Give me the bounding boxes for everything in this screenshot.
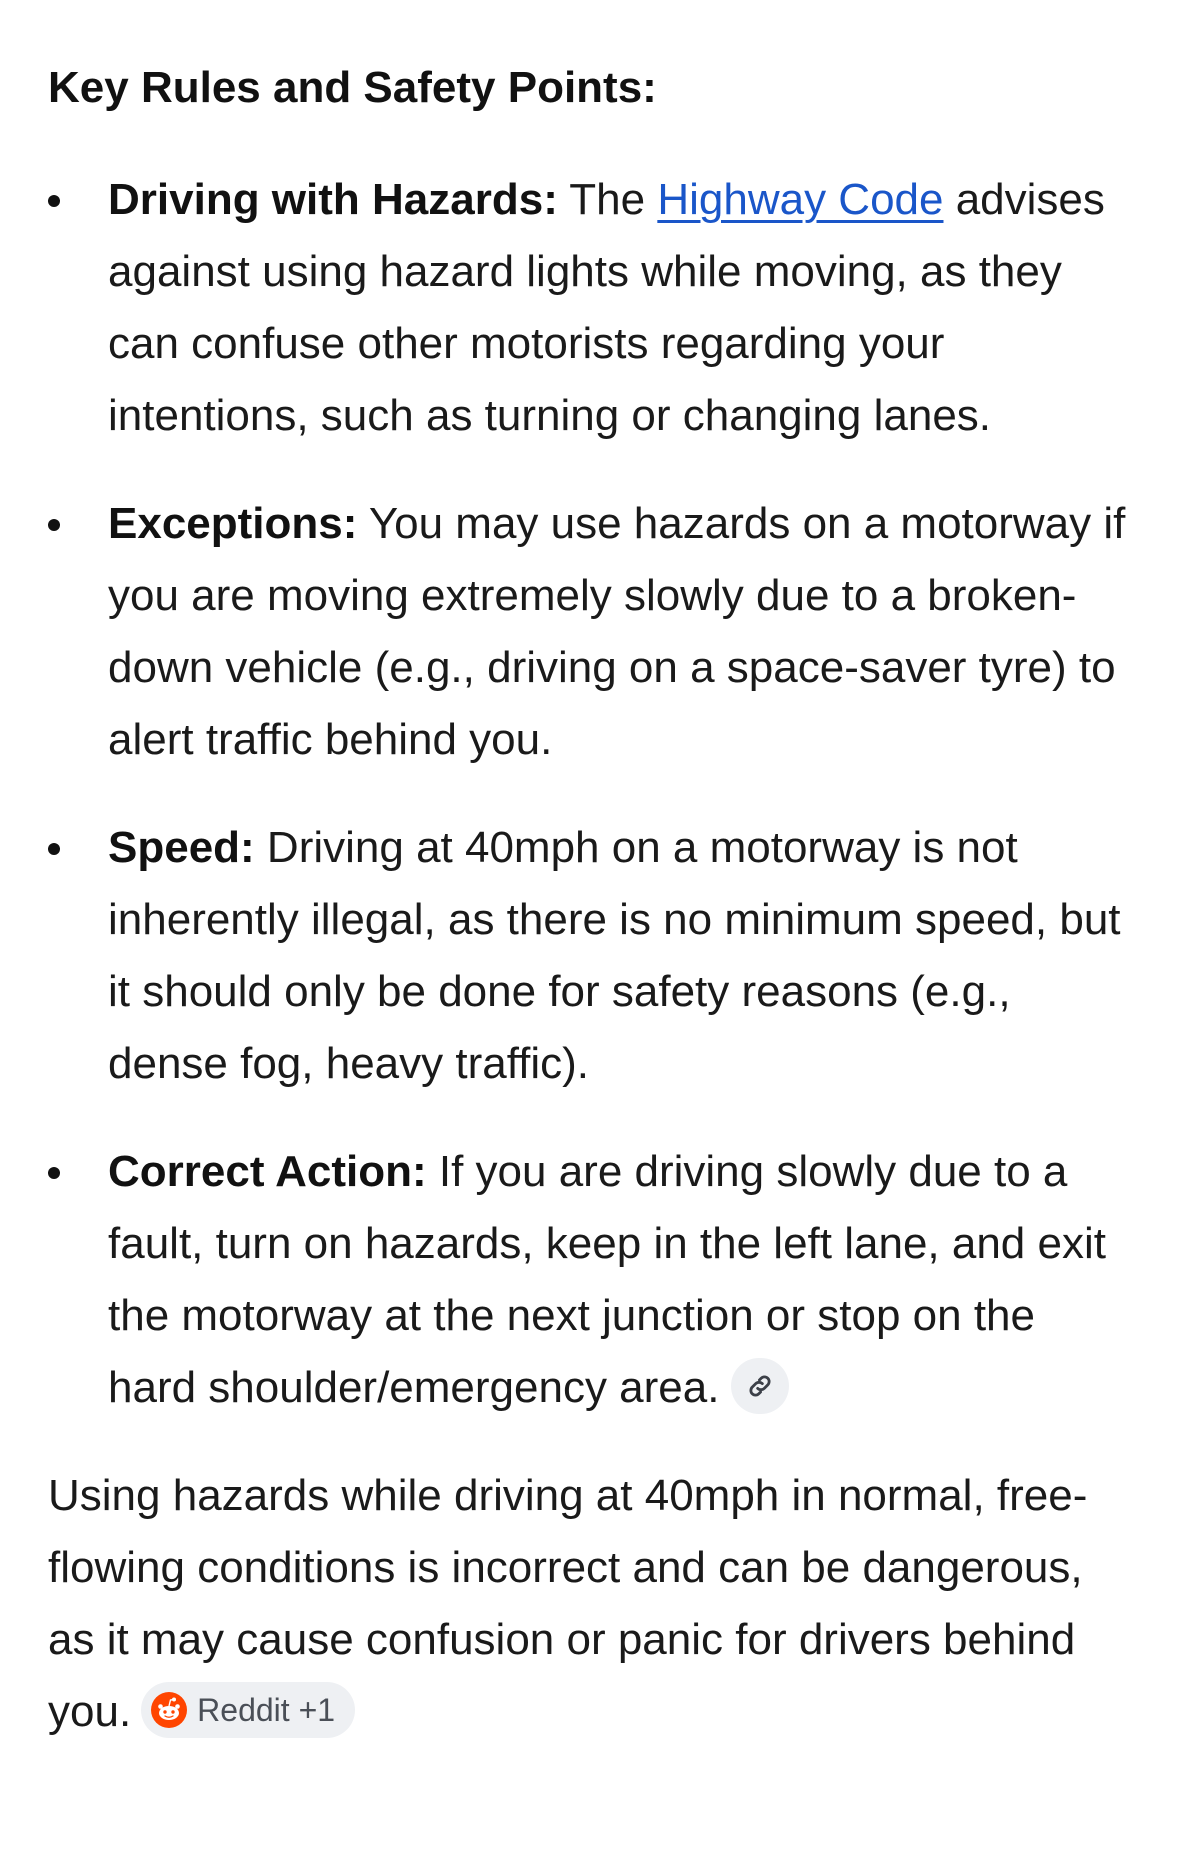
section-heading: Key Rules and Safety Points: [48, 63, 657, 112]
point-label: Correct Action: [108, 1147, 427, 1196]
list-item-correct-action [48, 1136, 1131, 1424]
bullet-icon [48, 519, 60, 531]
link-icon [746, 1372, 774, 1400]
source-chip-reddit[interactable] [141, 1682, 355, 1738]
point-text: If you are driving slowly due to a fault, turn on hazards, keep in the left lane, and exit the motorway at the next junction or stop on the hard shoulder/emergency area. [108, 1147, 1106, 1412]
list-item-speed [48, 812, 1131, 1100]
point-label: Speed: [108, 823, 255, 872]
summary-paragraph [48, 1460, 1131, 1748]
source-chip-label: Reddit +1 [197, 1692, 336, 1729]
list-item-driving-with-hazards [48, 164, 1131, 452]
list-item-exceptions [48, 488, 1131, 776]
bullet-icon [48, 195, 60, 207]
point-text: advises against using hazard lights while moving, as they can confuse other motorists regarding your intentions, such as turning or changing lanes. [108, 175, 1105, 440]
bullet-icon [48, 1167, 60, 1179]
point-label: Exceptions: [108, 499, 358, 548]
summary-text: Using hazards while driving at 40mph in normal, free-flowing conditions is incorrect and can be dangerous, as it may cause confusion or panic for drivers behind you. [48, 1471, 1088, 1736]
highway-code-link[interactable]: Highway Code [657, 175, 944, 224]
point-text: Driving at 40mph on a motorway is not inherently illegal, as there is no minimum speed, but it should only be done for safety reasons (e.g., dense fog, heavy traffic). [108, 823, 1121, 1088]
source-link-button[interactable] [731, 1358, 789, 1414]
point-text: The [557, 175, 658, 224]
point-text: You may use hazards on a motorway if you are moving extremely slowly due to a broken-down vehicle (e.g., driving on a space-saver tyre) to alert traffic behind you. [108, 499, 1126, 764]
key-points-list [48, 164, 1131, 1424]
point-label: Driving with Hazards: [108, 175, 558, 224]
bullet-icon [48, 843, 60, 855]
reddit-icon [151, 1692, 187, 1728]
